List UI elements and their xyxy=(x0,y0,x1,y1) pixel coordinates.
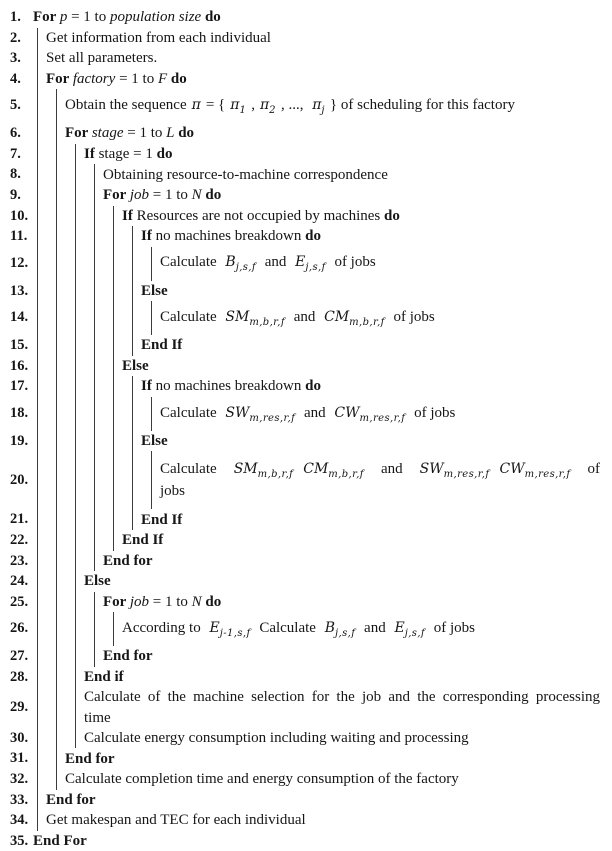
line-text xyxy=(46,69,604,89)
line-number: 1. xyxy=(10,9,21,25)
plain-text: of jobs xyxy=(430,620,475,637)
line-text xyxy=(46,28,604,48)
variable: factory xyxy=(72,70,116,87)
plain-text: Calculate of the machine selection for the job and the corresponding processing xyxy=(84,689,600,706)
line-number: 19. xyxy=(10,432,29,449)
line-text xyxy=(141,431,604,451)
keyword: End If xyxy=(141,511,183,528)
line-text-row xyxy=(46,48,600,68)
math-symbol: $SM_{m,b,r,f}$ xyxy=(225,309,285,328)
algorithm-listing xyxy=(10,7,604,851)
math-subscript: m,res,r,f xyxy=(359,412,406,424)
line-text xyxy=(65,769,604,789)
keyword: do xyxy=(170,70,187,87)
line-number: 17. xyxy=(10,378,29,395)
indent-rules xyxy=(37,89,57,123)
algorithm-line-14 xyxy=(10,301,604,335)
line-text xyxy=(46,790,604,810)
line-number: 23. xyxy=(10,552,29,569)
line-text-row xyxy=(160,252,600,274)
line-text xyxy=(84,687,604,728)
line-text-row xyxy=(84,571,600,591)
algorithm-line-4 xyxy=(10,69,604,90)
keyword: do xyxy=(204,9,221,26)
algorithm-line-18 xyxy=(10,397,604,431)
keyword: do xyxy=(384,207,400,224)
plain-text: = { xyxy=(205,97,226,114)
math-subscript: m,b,r,f xyxy=(249,316,285,328)
keyword: End for xyxy=(103,552,153,569)
indent-rules xyxy=(37,810,38,831)
line-text-row xyxy=(84,687,600,707)
line-number: 11. xyxy=(10,228,28,245)
algorithm-line-34 xyxy=(10,810,604,831)
line-text-row xyxy=(141,226,600,246)
indent-rules xyxy=(37,206,114,227)
line-text-row xyxy=(141,431,600,451)
math-subscript: m,b,r,f xyxy=(257,468,294,480)
keyword: For xyxy=(65,125,92,142)
line-text-row xyxy=(103,185,600,205)
line-text-row xyxy=(46,790,600,810)
indent-rules xyxy=(37,281,133,302)
variable: p xyxy=(59,9,68,26)
algorithm-line-19 xyxy=(10,431,604,452)
plain-text: } of scheduling for this factory xyxy=(329,97,515,114)
math-subscript: j,s,f xyxy=(235,262,256,274)
line-text xyxy=(122,206,604,226)
algorithm-line-23 xyxy=(10,551,604,572)
math-subscript: m,b,r,f xyxy=(349,316,385,328)
math-symbol: $B_{j,s,f}$ xyxy=(225,254,256,274)
line-text xyxy=(141,376,604,396)
indent-rules xyxy=(37,164,95,185)
line-text-row xyxy=(103,551,600,571)
line-number: 4. xyxy=(10,70,21,87)
keyword: do xyxy=(205,593,222,610)
line-text xyxy=(65,749,604,769)
line-number: 14. xyxy=(10,309,29,326)
line-number: 12. xyxy=(10,254,29,271)
algorithm-line-15 xyxy=(10,335,604,356)
line-text-row xyxy=(65,123,600,143)
indent-rules xyxy=(37,612,114,646)
math-symbol: $CW_{m,res,r,f}$ xyxy=(334,404,406,424)
math-symbol: $E_{j-1,s,f}$ xyxy=(209,620,251,639)
math-subscript: 1 xyxy=(239,104,247,116)
keyword: If xyxy=(122,207,137,224)
plain-text: Calculate xyxy=(160,404,221,421)
indent-rules xyxy=(37,571,76,592)
variable: job xyxy=(129,593,149,610)
algorithm-line-27 xyxy=(10,646,604,667)
line-text xyxy=(84,667,604,687)
line-text-row xyxy=(141,335,600,355)
indent-rules xyxy=(37,769,57,790)
indent-rules xyxy=(37,356,114,377)
math-symbol: $E_{j,s,f}$ xyxy=(394,620,425,639)
keyword: For xyxy=(33,9,60,26)
keyword: End if xyxy=(84,668,124,685)
algorithm-line-26 xyxy=(10,612,604,646)
line-text xyxy=(141,335,604,355)
plain-text: Calculate xyxy=(160,461,229,478)
indent-rules xyxy=(37,687,76,728)
algorithm-line-9 xyxy=(10,185,604,206)
line-text-row xyxy=(84,667,600,687)
line-text xyxy=(103,646,604,666)
variable: N xyxy=(191,187,202,204)
math-symbol: $CM_{m,b,r,f}$ xyxy=(303,461,364,480)
line-text xyxy=(160,459,604,502)
line-number: 3. xyxy=(10,50,21,67)
line-text-row xyxy=(84,708,600,728)
variable: population size xyxy=(109,9,202,26)
plain-text: and xyxy=(260,254,291,271)
line-text xyxy=(46,810,604,830)
math-subscript: j,s,f xyxy=(404,627,425,639)
plain-text: and xyxy=(300,404,330,421)
math-symbol: $\pi_j$ xyxy=(312,97,325,116)
plain-text: Calculate xyxy=(255,620,320,637)
line-text-row xyxy=(103,165,600,185)
variable: job xyxy=(129,187,149,204)
indent-rules xyxy=(37,335,133,356)
algorithm-line-10 xyxy=(10,206,604,227)
indent-rules xyxy=(37,301,152,335)
keyword: End For xyxy=(33,832,87,849)
line-text xyxy=(122,618,604,640)
math-subscript: m,res,r,f xyxy=(443,468,490,480)
keyword: For xyxy=(103,187,130,204)
keyword: End for xyxy=(46,791,96,808)
math-symbol: $B_{j,s,f}$ xyxy=(324,620,356,639)
line-text xyxy=(141,281,604,301)
line-text-row xyxy=(141,281,600,301)
plain-text: Set all parameters. xyxy=(46,50,158,67)
line-number: 8. xyxy=(10,166,21,183)
line-text-row xyxy=(46,69,600,89)
line-number: 2. xyxy=(10,29,21,46)
indent-rules xyxy=(37,667,76,688)
math-subscript: j-1,s,f xyxy=(219,627,251,639)
keyword: do xyxy=(156,145,173,162)
plain-text: and xyxy=(289,309,320,326)
plain-text: = 1 to xyxy=(67,9,110,26)
plain-text: Calculate xyxy=(160,309,221,326)
plain-text: stage = 1 xyxy=(98,145,157,162)
math-symbol: $E_{j,s,f}$ xyxy=(295,254,326,274)
plain-text: , xyxy=(251,97,255,114)
keyword: End for xyxy=(65,750,115,767)
plain-text: of jobs xyxy=(330,254,376,271)
line-number: 26. xyxy=(10,620,29,637)
plain-text: no machines breakdown xyxy=(155,378,306,395)
indent-rules xyxy=(37,69,38,90)
math-subscript: j xyxy=(321,104,325,116)
line-number: 28. xyxy=(10,668,29,685)
plain-text: Get information from each individual xyxy=(46,29,271,46)
plain-text: According to xyxy=(122,620,205,637)
line-number: 22. xyxy=(10,532,29,548)
algorithm-line-1 xyxy=(10,7,604,28)
math-subscript: m,res,r,f xyxy=(524,468,571,480)
line-text-row xyxy=(84,144,600,164)
line-number: 24. xyxy=(10,573,29,590)
line-text-row xyxy=(122,356,600,376)
line-number: 5. xyxy=(10,97,21,114)
line-number: 7. xyxy=(10,145,21,162)
math-symbol: $SW_{m,res,r,f}$ xyxy=(225,404,296,424)
variable: F xyxy=(157,70,168,87)
indent-rules xyxy=(37,790,38,811)
plain-text: , ..., xyxy=(280,97,308,114)
line-text xyxy=(65,123,604,143)
math-symbol: $\pi_2$ xyxy=(259,97,276,116)
keyword: End If xyxy=(122,532,164,549)
keyword: End for xyxy=(103,648,153,665)
line-text-row xyxy=(160,459,600,481)
plain-text: = 1 to xyxy=(115,70,158,87)
plain-text: = 1 to xyxy=(123,125,167,142)
keyword: do xyxy=(305,228,321,245)
algorithm-line-33 xyxy=(10,790,604,811)
line-text-row xyxy=(160,307,600,329)
math-subscript: m,res,r,f xyxy=(249,412,296,424)
line-text-row xyxy=(65,769,600,789)
plain-text: of xyxy=(575,461,600,478)
algorithm-line-6 xyxy=(10,123,604,144)
line-text xyxy=(103,551,604,571)
line-text-row xyxy=(141,510,600,530)
keyword: Else xyxy=(122,357,149,374)
math-subscript: m,b,r,f xyxy=(328,468,364,480)
plain-text: Calculate completion time and energy consumption of the factory xyxy=(65,771,459,788)
keyword: Else xyxy=(141,282,168,299)
plain-text: = 1 to xyxy=(148,593,192,610)
line-number: 6. xyxy=(10,125,21,142)
line-text-row xyxy=(33,7,600,27)
line-text-row xyxy=(122,530,600,550)
line-number: 15. xyxy=(10,337,29,354)
plain-text: time xyxy=(84,709,111,726)
plain-text: Obtain the sequence xyxy=(65,97,187,114)
plain-text: Get makespan and TEC for each individual xyxy=(46,812,306,829)
line-text-row xyxy=(103,646,600,666)
indent-rules xyxy=(37,144,76,165)
indent-rules xyxy=(37,48,38,69)
line-text xyxy=(160,307,604,329)
line-text-row xyxy=(122,206,600,226)
indent-rules xyxy=(37,748,57,769)
algorithm-line-32 xyxy=(10,769,604,790)
line-text xyxy=(103,185,604,205)
math-subscript: j,s,f xyxy=(335,627,356,639)
keyword: do xyxy=(178,125,195,142)
line-text-row xyxy=(103,592,600,612)
line-text-row xyxy=(141,376,600,396)
indent-rules xyxy=(37,397,152,431)
algorithm-line-24 xyxy=(10,571,604,592)
indent-rules xyxy=(37,551,95,572)
algorithm-line-12 xyxy=(10,247,604,281)
line-number: 35. xyxy=(10,832,29,849)
line-text-row xyxy=(122,618,600,640)
math-symbol: $\pi_1$ xyxy=(230,97,247,116)
indent-rules xyxy=(37,646,95,667)
keyword: If xyxy=(84,145,99,162)
indent-rules xyxy=(37,451,152,509)
plain-text: Obtaining resource-to-machine correspondence xyxy=(103,166,388,183)
algorithm-line-22 xyxy=(10,530,604,551)
math-subscript: 2 xyxy=(269,104,276,116)
line-text-row xyxy=(65,749,600,769)
variable: N xyxy=(191,593,202,610)
indent-rules xyxy=(37,185,95,206)
algorithm-line-16 xyxy=(10,356,604,377)
line-number: 27. xyxy=(10,648,29,665)
line-text xyxy=(65,95,604,117)
algorithm-line-21 xyxy=(10,509,604,530)
line-number: 33. xyxy=(10,791,29,808)
line-number: 16. xyxy=(10,357,29,374)
indent-rules xyxy=(37,226,133,247)
indent-rules xyxy=(37,509,133,530)
keyword: If xyxy=(141,378,156,395)
line-text-row xyxy=(65,95,600,117)
line-text xyxy=(46,48,604,68)
algorithm-line-11 xyxy=(10,226,604,247)
line-text-row xyxy=(160,403,600,425)
algorithm-line-30 xyxy=(10,728,604,749)
algorithm-line-13 xyxy=(10,281,604,302)
keyword: For xyxy=(103,593,130,610)
line-text xyxy=(84,571,604,591)
line-text xyxy=(160,403,604,425)
line-text-row xyxy=(84,728,600,748)
algorithm-line-25 xyxy=(10,592,604,613)
line-text xyxy=(84,144,604,164)
line-text xyxy=(160,252,604,274)
plain-text: Calculate energy consumption including waiting and processing xyxy=(84,730,469,747)
indent-rules xyxy=(37,728,76,749)
line-text xyxy=(84,728,604,748)
line-number: 18. xyxy=(10,405,29,422)
line-text xyxy=(122,356,604,376)
line-number: 32. xyxy=(10,771,29,787)
line-number: 20. xyxy=(10,471,29,488)
line-number: 31. xyxy=(10,750,29,767)
math-symbol: $CW_{m,res,r,f}$ xyxy=(499,461,571,480)
line-number: 29. xyxy=(10,698,29,715)
line-text xyxy=(103,165,604,185)
math-symbol: $SW_{m,res,r,f}$ xyxy=(419,461,490,480)
math-symbol: $CM_{m,b,r,f}$ xyxy=(324,309,385,328)
indent-rules xyxy=(37,123,57,144)
algorithm-line-31 xyxy=(10,748,604,769)
plain-text: jobs xyxy=(160,483,186,500)
line-text xyxy=(141,510,604,530)
indent-rules xyxy=(37,376,133,397)
math-symbol: $SM_{m,b,r,f}$ xyxy=(233,461,294,480)
keyword: For xyxy=(46,70,73,87)
line-text xyxy=(141,226,604,246)
algorithm-line-3 xyxy=(10,48,604,69)
algorithm-line-29 xyxy=(10,687,604,728)
plain-text: Calculate xyxy=(160,254,221,271)
line-text xyxy=(33,7,604,27)
plain-text: of jobs xyxy=(410,404,456,421)
keyword: If xyxy=(141,228,156,245)
plain-text: and xyxy=(368,461,415,478)
line-number: 34. xyxy=(10,812,29,829)
line-number: 9. xyxy=(10,186,21,203)
line-number: 13. xyxy=(10,282,29,299)
indent-rules xyxy=(37,247,152,281)
algorithm-line-8 xyxy=(10,164,604,185)
line-text-row xyxy=(46,810,600,830)
line-number: 10. xyxy=(10,207,29,224)
indent-rules xyxy=(37,592,95,613)
line-number: 25. xyxy=(10,593,29,610)
line-text-row xyxy=(46,28,600,48)
algorithm-line-7 xyxy=(10,144,604,165)
keyword: Else xyxy=(84,573,111,590)
plain-text: and xyxy=(360,620,390,637)
plain-text: no machines breakdown xyxy=(155,228,306,245)
plain-text: of jobs xyxy=(389,309,435,326)
line-number: 21. xyxy=(10,511,29,528)
keyword: do xyxy=(205,187,222,204)
indent-rules xyxy=(37,431,133,452)
plain-text: = 1 to xyxy=(148,187,192,204)
variable: stage xyxy=(91,125,124,142)
line-text-row xyxy=(160,481,600,501)
algorithm-line-28 xyxy=(10,667,604,688)
keyword: End If xyxy=(141,337,183,354)
keyword: do xyxy=(305,378,321,395)
math-subscript: j,s,f xyxy=(305,262,326,274)
plain-text: Resources are not occupied by machines xyxy=(136,207,385,224)
variable: L xyxy=(166,125,175,142)
algorithm-line-17 xyxy=(10,376,604,397)
math-symbol: π xyxy=(191,97,201,114)
algorithm-line-2 xyxy=(10,28,604,49)
algorithm-line-20 xyxy=(10,451,604,509)
algorithm-line-5 xyxy=(10,89,604,123)
line-number: 30. xyxy=(10,729,29,746)
line-text xyxy=(103,592,604,612)
indent-rules xyxy=(37,530,114,551)
keyword: Else xyxy=(141,433,168,450)
line-text xyxy=(122,530,604,550)
indent-rules xyxy=(37,28,38,49)
